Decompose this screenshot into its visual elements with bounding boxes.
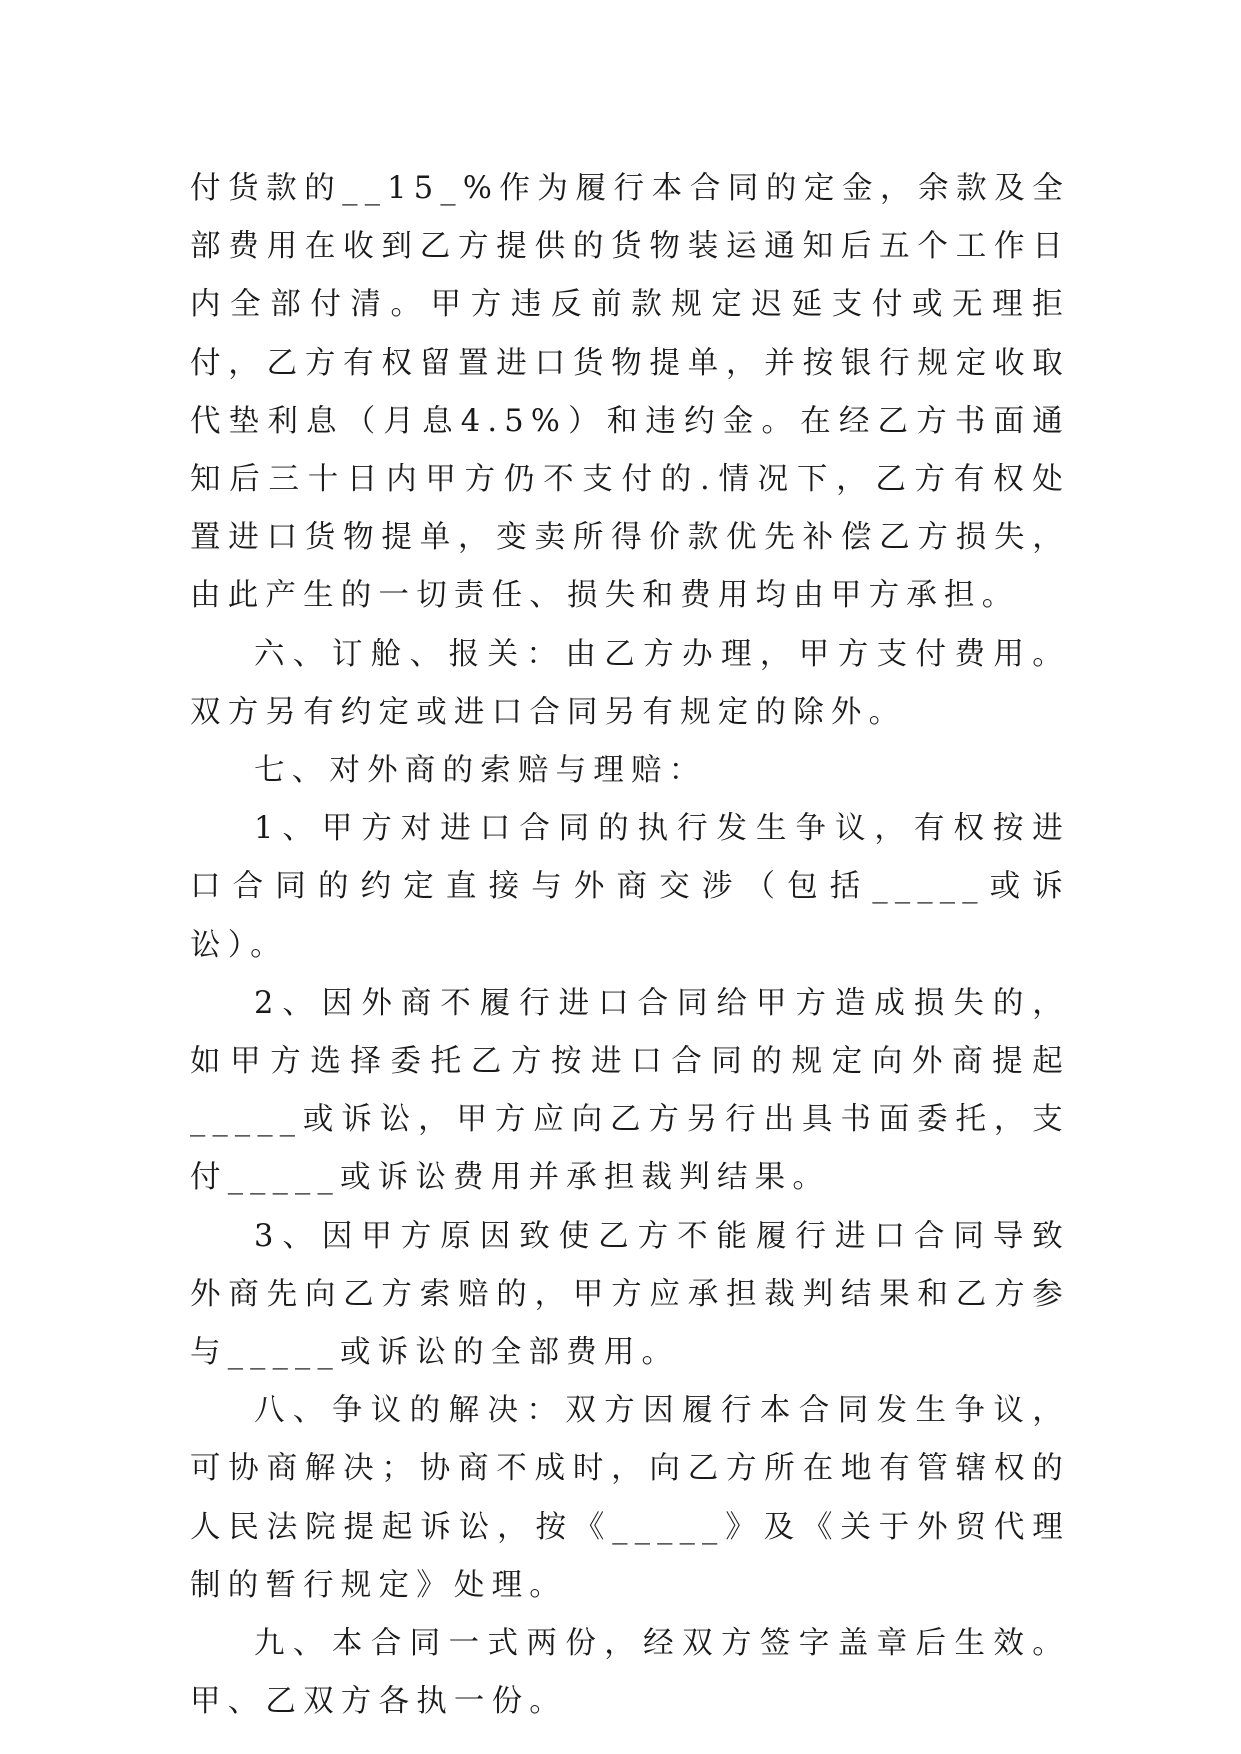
paragraph-clause-9-copies: 九、本合同一式两份，经双方签字盖章后生效。甲、乙双方各执一份。 [190,1626,1070,1720]
document-body [190,160,1070,1731]
paragraph-clause-6-booking-customs: 六、订舱、报关：由乙方办理，甲方支付费用。双方另有约定或进口合同另有规定的除外。 [190,636,1070,730]
paragraph-clause-7-3: 3、因甲方原因致使乙方不能履行进口合同导致外商先向乙方索赔的，甲方应承担裁判结果和乙方参与_____或诉讼的全部费用。 [190,1218,1070,1371]
paragraph-clause-7-2: 2、因外商不履行进口合同给甲方造成损失的，如甲方选择委托乙方按进口合同的规定向外商提起_____或诉讼，甲方应向乙方另行出具书面委托，支付_____或诉讼费用并承担裁判结果。 [190,985,1070,1196]
paragraph-clause-7-1: 1、甲方对进口合同的执行发生争议，有权按进口合同的约定直接与外商交涉（包括_____或诉讼）。 [190,811,1070,963]
paragraph-clause-7-heading: 七、对外商的索赔与理赔： [254,753,707,789]
paragraph-clause-8-dispute: 八、争议的解决：双方因履行本合同发生争议，可协商解决；协商不成时，向乙方所在地有管辖权的人民法院提起诉讼，按《_____》及《关于外贸代理制的暂行规定》处理。 [190,1393,1070,1603]
paragraph-payment-terms: 付货款的__15_%作为履行本合同的定金，余款及全部费用在收到乙方提供的货物装运通知后五个工作日内全部付清。甲方违反前款规定迟延支付或无理拒付，乙方有权留置进口货物提单，并按银行规定收取代垫利息（月息4.5%）和违约金。在经乙方书面通知后三十日内甲方仍不支付的.情况下，乙方有权处置进口货物提单，变卖所得价款优先补偿乙方损失，由此产生的一切责任、损失和费用均由甲方承担。 [190,171,1070,614]
